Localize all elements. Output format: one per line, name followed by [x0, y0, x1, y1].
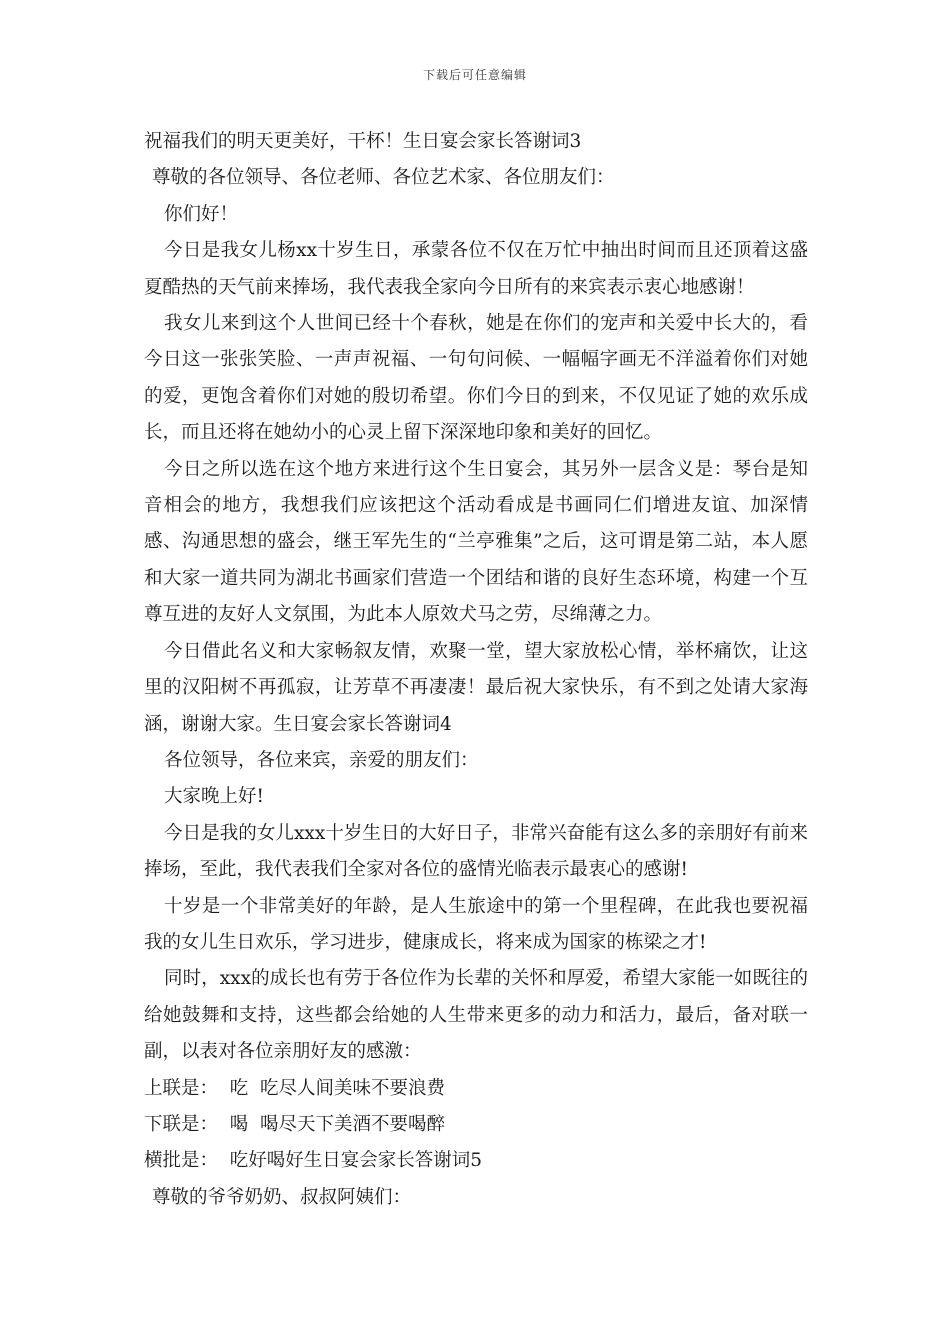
paragraph: 尊敬的各位领导、各位老师、各位艺术家、各位朋友们：	[152, 167, 615, 189]
paragraph: 祝福我们的明天更美好，干杯！生日宴会家长答谢词3	[144, 131, 582, 152]
paragraph: 各位领导，各位来宾，亲爱的朋友们：	[164, 749, 479, 771]
couplet-horizontal: 横批是： 吃好喝好生日宴会家长答谢词5	[144, 1150, 483, 1172]
paragraph: 十岁是一个非常美好的年龄，是人生旅途中的第一个里程碑，在此我也要祝福我的女儿生日欢乐，学习进步，健康成长，将来成为国家的栋梁之才!	[144, 895, 808, 953]
paragraph: 大家晚上好!	[164, 786, 264, 808]
paragraph: 同时，xxx的成长也有劳于各位作为长辈的关怀和厚爱，希望大家能一如既往的给她鼓舞和支持，这些都会给她的人生带来更多的动力和活力，最后，备对联一副，以表对各位亲朋好友的感激：	[144, 968, 808, 1063]
paragraph: 今日之所以选在这个地方来进行这个生日宴会，其另外一层含义是：琴台是知音相会的地方，我想我们应该把这个活动看成是书画同仁们增进友谊、加深情感、沟通思想的盛会，继王军先生的“兰亭雅集”之后，这可谓是第二站，本人愿和大家一道共同为湖北书画家们营造一个团结和谐的良好生态环境，构建一个互尊互进的友好人文氛围，为此本人原效犬马之劳，尽绵薄之力。	[144, 458, 808, 626]
body-text	[144, 124, 808, 1216]
closing-salutation: 尊敬的爷爷奶奶、叔叔阿姨们：	[152, 1186, 412, 1208]
couplet-upper: 上联是： 吃 吃尽人间美味不要浪费	[144, 1077, 446, 1099]
paragraph: 今日借此名义和大家畅叙友情，欢聚一堂，望大家放松心情，举杯痛饮，让这里的汉阳树不再孤寂，让芳草不再凄凄！最后祝大家快乐，有不到之处请大家海涵，谢谢大家。生日宴会家长答谢词4	[144, 640, 808, 735]
paragraph: 今日是我女儿杨xx十岁生日，承蒙各位不仅在万忙中抽出时间而且还顶着这盛夏酷热的天气前来捧场，我代表我全家向今日所有的来宾表示衷心地感谢！	[144, 240, 808, 298]
paragraph: 今日是我的女儿xxx十岁生日的大好日子，非常兴奋能有这么多的亲朋好有前来捧场，至此，我代表我们全家对各位的盛情光临表示最衷心的感谢!	[144, 822, 808, 881]
paragraph: 你们好！	[164, 203, 239, 225]
header-note: 下载后可任意编辑	[422, 68, 527, 82]
paragraph: 我女儿来到这个人世间已经十个春秋，她是在你们的宠声和关爱中长大的，看今日这一张张笑脸、一声声祝福、一句句问候、一幅幅字画无不洋溢着你们对她的爱，更饱含着你们对她的殷切希望。你们今日的到来，不仅见证了她的欢乐成长，而且还将在她幼小的心灵上留下深深地印象和美好的回忆。	[144, 313, 808, 444]
couplet-lower: 下联是： 喝 喝尽天下美酒不要喝醉	[144, 1113, 446, 1135]
